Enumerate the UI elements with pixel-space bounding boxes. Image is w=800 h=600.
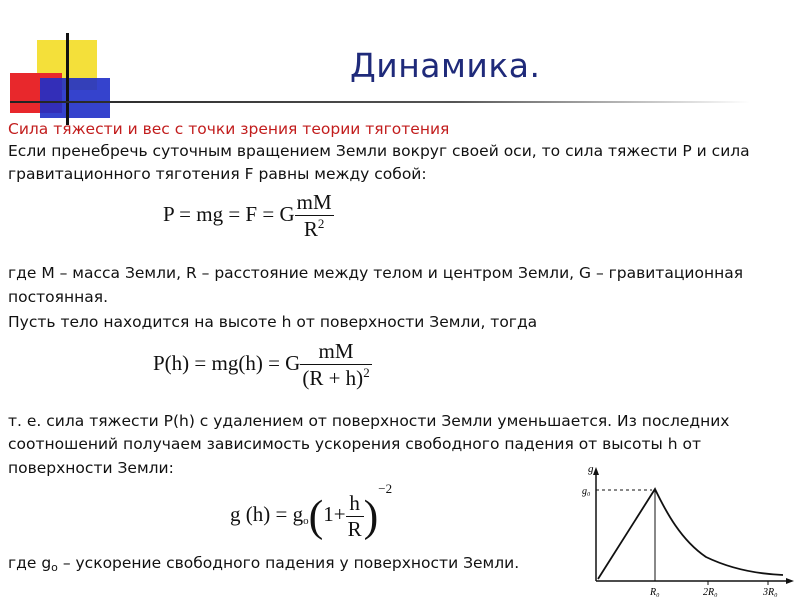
graph-curve <box>598 489 783 579</box>
paragraph-4-line-1: т. е. сила тяжести Р(h) с удалением от поверхности Земли уменьшается. Из последних <box>8 412 730 430</box>
graph-y-arrow <box>593 467 599 475</box>
graph-x-label-r0: R₀ <box>650 587 660 598</box>
graph-x-label-2r0: 2R₀ <box>703 587 718 598</box>
formula-3-exponent: −2 <box>378 481 393 496</box>
formula-2-fraction <box>300 339 371 391</box>
formula-2-exponent: 2 <box>363 365 370 380</box>
formula-1-fraction <box>295 190 334 242</box>
formula-3-numerator: h <box>349 490 360 515</box>
formula-3-left: g (h) = g <box>230 502 304 526</box>
formula-1-exponent: 2 <box>317 216 325 231</box>
decor-vertical-line <box>66 33 69 125</box>
decor-blue-square <box>40 78 110 118</box>
formula-weight-height <box>153 339 372 391</box>
paragraph-5 <box>8 552 519 579</box>
formula-2-left: P(h) = mg(h) = G <box>153 350 301 375</box>
slide-title: Динамика. <box>350 46 541 85</box>
formula-3-subscript: o <box>303 515 309 527</box>
paragraph-5-prefix: где g <box>8 554 52 572</box>
slide-subtitle: Сила тяжести и вес с точки зрения теории тяготения <box>8 120 450 138</box>
gravity-height-graph <box>563 462 795 598</box>
formula-weight-gravity <box>163 190 334 242</box>
graph-g0-label: g₀ <box>582 486 591 497</box>
formula-1-numerator: mM <box>296 190 332 214</box>
formula-2-numerator: mM <box>318 339 354 363</box>
formula-1-denominator <box>295 215 334 242</box>
paragraph-1-line-2: гравитационного тяготения F равны между собой: <box>8 165 427 183</box>
formula-gravity-acceleration <box>230 481 392 542</box>
graph-y-label: g <box>588 463 594 475</box>
paragraph-4-line-2: соотношений получаем зависимость ускорения свободного падения от высоты h от <box>8 435 701 453</box>
formula-3-one: 1+ <box>323 502 346 526</box>
formula-3-close-paren: ) <box>363 491 379 541</box>
paragraph-5-subscript: o <box>51 561 58 574</box>
paragraph-2-line-2: постоянная. <box>8 288 108 306</box>
decor-horizontal-line <box>10 101 750 103</box>
paragraph-5-suffix: – ускорение свободного падения у поверхности Земли. <box>57 554 520 572</box>
formula-2-denominator <box>300 364 371 391</box>
formula-3-fraction <box>346 491 364 542</box>
graph-x-label-3r0: 3R₀ <box>763 587 778 598</box>
paragraph-1-line-1: Если пренебречь суточным вращением Земли вокруг своей оси, то сила тяжести Р и сила <box>8 142 750 160</box>
formula-3-open-paren: ( <box>308 491 324 541</box>
graph-x-arrow <box>786 578 794 584</box>
formula-1-left: P = mg = F = G <box>163 201 295 226</box>
formula-3-denominator: R <box>347 516 362 541</box>
paragraph-4-line-3: поверхности Земли: <box>8 459 174 477</box>
paragraph-2-line-1: где М – масса Земли, R – расстояние между телом и центром Земли, G – гравитационная <box>8 264 744 282</box>
paragraph-3: Пусть тело находится на высоте h от поверхности Земли, тогда <box>8 313 538 331</box>
formula-1-den-text: R <box>303 217 318 241</box>
formula-2-den-text: (R + h) <box>302 366 364 390</box>
